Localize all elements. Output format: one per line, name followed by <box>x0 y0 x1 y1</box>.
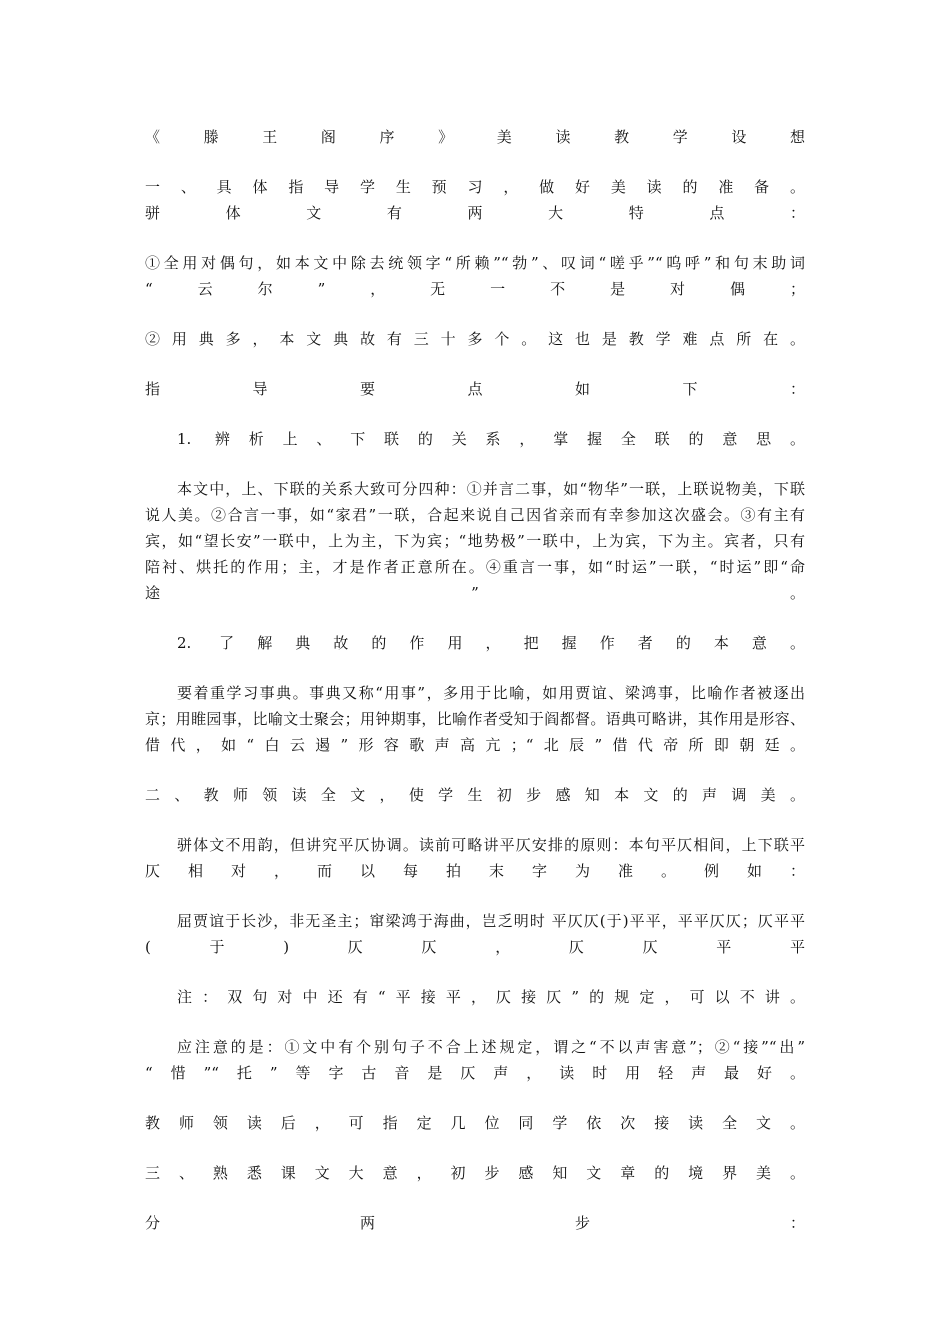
text-line: 教师领读后，可指定几位同学依次接读全文。 <box>145 1114 805 1132</box>
text-line: 说人美。②合言一事，如“家君”一联，合起来说自己因省亲而有幸参加这次盛会。③有主有 <box>145 506 805 524</box>
text-line: 本文中，上、下联的关系大致可分四种：①并言二事，如“物华”一联，上联说物美，下联 <box>177 480 805 498</box>
document-body <box>145 174 805 1236</box>
document-title: 《滕王阁序》美读教学设想 <box>145 128 805 146</box>
text-line: 要着重学习事典。事典又称“用事”，多用于比喻，如用贾谊、梁鸿事，比喻作者被逐出 <box>177 684 805 702</box>
text-line: 三、熟悉课文大意，初步感知文章的境界美。 <box>145 1164 805 1182</box>
text-line: 骈体文不用韵，但讲究平仄协调。读前可略讲平仄安排的原则：本句平仄相间，上下联平 <box>177 836 805 854</box>
text-line: 1. 辨析上、下联的关系，掌握全联的意思。 <box>177 430 805 448</box>
text-line: 京；用睢园事，比喻文士聚会；用钟期事，比喻作者受知于阎都督。语典可略讲，其作用是形容、 <box>145 710 805 728</box>
text-line: 仄相对，而以每拍末字为准。例如： <box>145 862 805 880</box>
text-line: 途”。 <box>145 584 805 602</box>
text-line: 指导要点如下： <box>145 380 805 398</box>
text-line: 借代，如“白云遏”形容歌声高亢；“北辰”借代帝所即朝廷。 <box>145 736 805 754</box>
text-line: 应注意的是：①文中有个别句子不合上述规定，谓之“不以声害意”；②“接”“出” <box>177 1038 805 1056</box>
text-line: “惜”“托”等字古音是仄声，读时用轻声最好。 <box>145 1064 805 1082</box>
text-line: ①全用对偶句，如本文中除去统领字“所赖”“勃”、叹词“嗟乎”“呜呼”和句末助词 <box>145 254 805 272</box>
document-page <box>145 124 805 1236</box>
text-line: 分两步： <box>145 1214 805 1232</box>
text-line: “云尔”，无一不是对偶； <box>145 280 805 298</box>
text-line: 二、教师领读全文，使学生初步感知本文的声调美。 <box>145 786 805 804</box>
text-line: 屈贾谊于长沙，非无圣主；窜梁鸿于海曲，岂乏明时 平仄仄(于)平平，平平仄仄；仄平平 <box>177 912 805 930</box>
text-line: (于)仄仄，仄仄平平 <box>145 938 805 956</box>
text-line: 骈体文有两大特点： <box>145 204 805 222</box>
text-line: 注：双句对中还有“平接平，仄接仄”的规定，可以不讲。 <box>177 988 805 1006</box>
text-line: 一、具体指导学生预习，做好美读的准备。 <box>145 178 805 196</box>
text-line: 宾，如“望长安”一联中，上为主，下为宾；“地势极”一联中，上为宾，下为主。宾者，只有 <box>145 532 805 550</box>
text-line: 2. 了解典故的作用，把握作者的本意。 <box>177 634 805 652</box>
text-line: ②用典多，本文典故有三十多个。这也是教学难点所在。 <box>145 330 805 348</box>
text-line: 陪衬、烘托的作用；主，才是作者正意所在。④重言一事，如“时运”一联，“时运”即“命 <box>145 558 805 576</box>
